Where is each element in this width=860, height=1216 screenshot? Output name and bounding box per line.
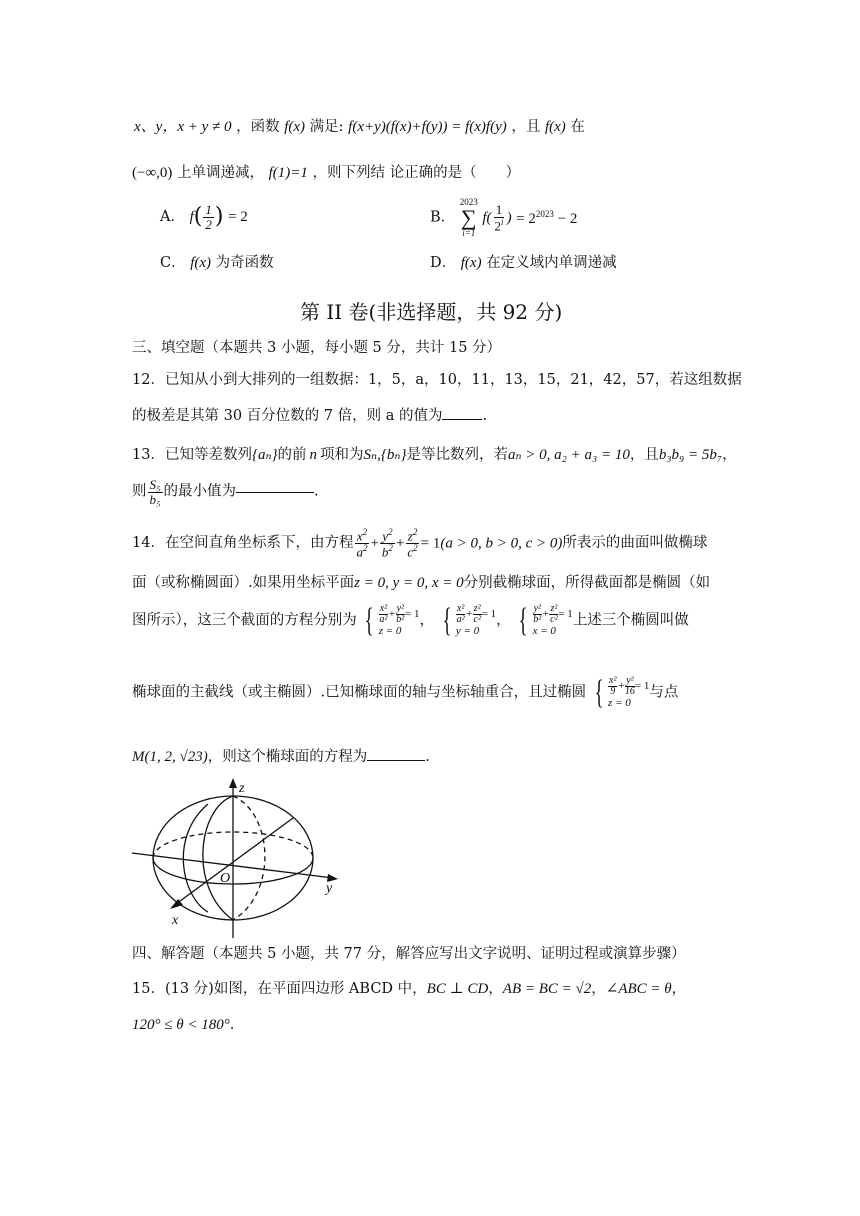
q11-text: ，且 bbox=[511, 119, 541, 135]
option-label: B． bbox=[430, 209, 456, 226]
q13-condition: aₙ > 0, a₂ + a₃ = 10 bbox=[507, 447, 630, 463]
z-arrow-icon bbox=[229, 778, 237, 788]
q12-line1: 12．已知从小到大排列的一组数据：1，5，a，10，11，13，15，21，42，57，若这组数据 bbox=[132, 372, 742, 388]
q13-condition2: b₃b₉ = 5b₇ bbox=[658, 447, 723, 463]
q12-text: 的极差是其第 30 百分位数的 7 倍，则 a 的值为 bbox=[132, 408, 443, 424]
x-label: x bbox=[172, 913, 179, 928]
q14-eq-condition: (a > 0, b > 0, c > 0) bbox=[440, 535, 563, 552]
q14-eq-term: $\frac{y^2}{b^2}$ bbox=[381, 527, 393, 560]
q15-angle: ∠ABC = θ bbox=[605, 981, 672, 997]
origin-label: O bbox=[220, 871, 231, 886]
sigma-icon: ∑ bbox=[460, 205, 477, 230]
part2-title: 第 II 卷(非选择题，共 92 分) bbox=[300, 300, 563, 324]
q15-line1: 15．(13 分)如图，在平面四边形 ABCD 中，BC ⊥ CD，AB = BC = √2，∠ABC = θ， bbox=[132, 981, 687, 997]
q11-fx: f(x) bbox=[544, 119, 566, 135]
q13-line2: 则 $\frac{\text{S₅}}{\text{b₅}}$ 的最小值为 . bbox=[132, 477, 319, 507]
q11-text: ，函数 bbox=[236, 119, 280, 135]
option-label: C． bbox=[160, 255, 186, 271]
q11-fx: f(x) bbox=[284, 119, 306, 135]
option-b-f: f( bbox=[482, 210, 492, 226]
y-label: y bbox=[326, 881, 333, 896]
q11-line2 bbox=[132, 164, 520, 182]
q15-perp: BC ⊥ CD bbox=[426, 981, 489, 997]
q14-line2: 面（或称椭圆面）.如果用坐标平面z = 0, y = 0, x = 0分别截椭球面，所得截面都是椭圆（如 bbox=[132, 575, 711, 591]
q11-vars: x、y， bbox=[134, 119, 178, 135]
q14-point-m: M(1, 2, √23) bbox=[132, 749, 208, 765]
q14-eq-term: $\frac{z^2}{c^2}$ bbox=[407, 527, 418, 560]
option-b-fraction: $\frac{1}{2^i}$ bbox=[494, 202, 504, 234]
q14-system-2: { $\frac{\text{x²}}{\text{a²}}$ + $\frac{\text{z²}}{\text{c²}}$ = 1 y = 0 bbox=[442, 602, 497, 639]
q11-text: 满足: bbox=[309, 119, 344, 135]
q15-eq: AB = BC = √2 bbox=[502, 981, 592, 997]
option-d-fx: f(x) bbox=[460, 255, 482, 271]
q14-eq-term: $\frac{x^2}{a^2}$ bbox=[356, 527, 368, 560]
option-a-fraction: $\frac{1}{2}$ bbox=[205, 202, 212, 232]
section4-title: 四、解答题（本题共 5 小题，共 77 分，解答应写出文字说明、证明过程或演算步骤） bbox=[132, 946, 686, 962]
q12-line2: 的极差是其第 30 百分位数的 7 倍，则 a 的值为 . bbox=[132, 408, 488, 424]
q15-range: 120° ≤ θ < 180° bbox=[132, 1017, 230, 1033]
q13-text: 13．已知等差数列 bbox=[132, 447, 252, 463]
q14-line1: 14．在空间直角坐标系下，由方程 $\frac{x^2}{a^2}$ + $\frac{y^2}{b^2}$ + $\frac{z^2}{c^2}$ = 1(a > 0, b > 0, c > 0)所表示的曲面叫做椭球 bbox=[132, 527, 708, 560]
z-label: z bbox=[239, 781, 245, 796]
option-c-text: 为奇函数 bbox=[215, 255, 274, 271]
q14-line3: 图所示），这三个截面的方程分别为 { $\frac{\text{x²}}{\text{a²}}$ + $\frac{\text{y²}}{\text{b²}}$ = 1 z = 0 ， { $\frac{\text{x²}}{\text{a²}}$ + $\frac{\text{z²}}{\text{c²}}$ = 1 y = 0 ， { $\frac{\text{y²}}{\text{b²}}$ + $\frac{\text{z²}}{\text{c²}}$ = 1 x = 0 上述三个椭圆叫做 bbox=[132, 602, 689, 639]
q11-option-c bbox=[160, 254, 274, 272]
q11-functional-equation: f(x+y)(f(x)+f(y)) = f(x)f(y) bbox=[348, 119, 507, 135]
option-a-rhs: = 2 bbox=[228, 209, 248, 226]
xz-ellipse-front bbox=[203, 796, 233, 920]
answer-blank bbox=[236, 492, 314, 493]
option-a-f: f bbox=[189, 209, 194, 226]
q14-line5: M(1, 2, √23)，则这个椭球面的方程为 . bbox=[132, 749, 430, 765]
section3-title: 三、填空题（本题共 3 小题，每小题 5 分，共计 15 分） bbox=[132, 340, 502, 356]
answer-blank bbox=[367, 760, 425, 761]
option-label: A． bbox=[160, 209, 185, 226]
q14-system-4: { $\frac{\text{x²}}{9}$ + $\frac{\text{y²}}{16}$ = 1 z = 0 bbox=[594, 674, 650, 711]
q14-line4: 椭球面的主截线（或主椭圆）.已知椭球面的轴与坐标轴重合，且过椭圆 { $\frac{\text{x²}}{9}$ + $\frac{\text{y²}}{16}$ = 1 z = 0 与点 bbox=[132, 674, 679, 711]
q15-line2: 120° ≤ θ < 180°. bbox=[132, 1017, 235, 1033]
q14-system-3: { $\frac{\text{y²}}{\text{b²}}$ + $\frac{\text{z²}}{\text{c²}}$ = 1 x = 0 bbox=[518, 602, 573, 639]
option-c-fx: f(x) bbox=[190, 255, 212, 271]
q11-line1 bbox=[134, 118, 585, 136]
q11-condition: x + y ≠ 0 bbox=[177, 119, 232, 135]
q14-planes: z = 0, y = 0, x = 0 bbox=[354, 575, 464, 591]
q14-system-1: { $\frac{\text{x²}}{\text{a²}}$ + $\frac{\text{y²}}{\text{b²}}$ = 1 z = 0 bbox=[365, 602, 420, 639]
q11-text: 在 bbox=[570, 119, 585, 135]
option-d-text: 在定义域内单调递减 bbox=[486, 255, 617, 271]
q13-line1: 13．已知等差数列{aₙ}的前 n 项和为Sₙ,{bₙ}是等比数列，若aₙ > 0, a₂ + a₃ = 10，且b₃b₉ = 5b₇， bbox=[132, 447, 737, 463]
q13-fraction: $\frac{\text{S₅}}{\text{b₅}}$ bbox=[149, 477, 161, 507]
q11-f1: f(1)=1 bbox=[268, 165, 308, 181]
option-label: D． bbox=[430, 255, 457, 271]
answer-blank bbox=[442, 419, 482, 420]
q11-option-a: A． f( $\frac{1}{2}$ ) = 2 bbox=[160, 202, 248, 232]
option-b-rhs: = 2 bbox=[516, 210, 536, 227]
q11-option-d bbox=[430, 254, 617, 272]
q13-sequence-a: {aₙ} bbox=[251, 447, 278, 463]
q11-option-b: B． 2023 ∑ i=1 f( $\frac{1}{2^i}$ ) = $2^{2023} - 2$ bbox=[430, 197, 578, 238]
q11-interval: (−∞,0) bbox=[132, 165, 173, 181]
ellipsoid-figure bbox=[128, 778, 358, 946]
q11-text: 上单调递减， bbox=[177, 165, 265, 181]
q13-sum-s: Sₙ bbox=[363, 447, 378, 463]
option-b-sum: 2023 ∑ i=1 bbox=[459, 197, 478, 238]
q13-sequence-b: {bₙ} bbox=[380, 447, 407, 463]
q11-text: ，则下列结 论正确的是（ ） bbox=[312, 165, 521, 181]
